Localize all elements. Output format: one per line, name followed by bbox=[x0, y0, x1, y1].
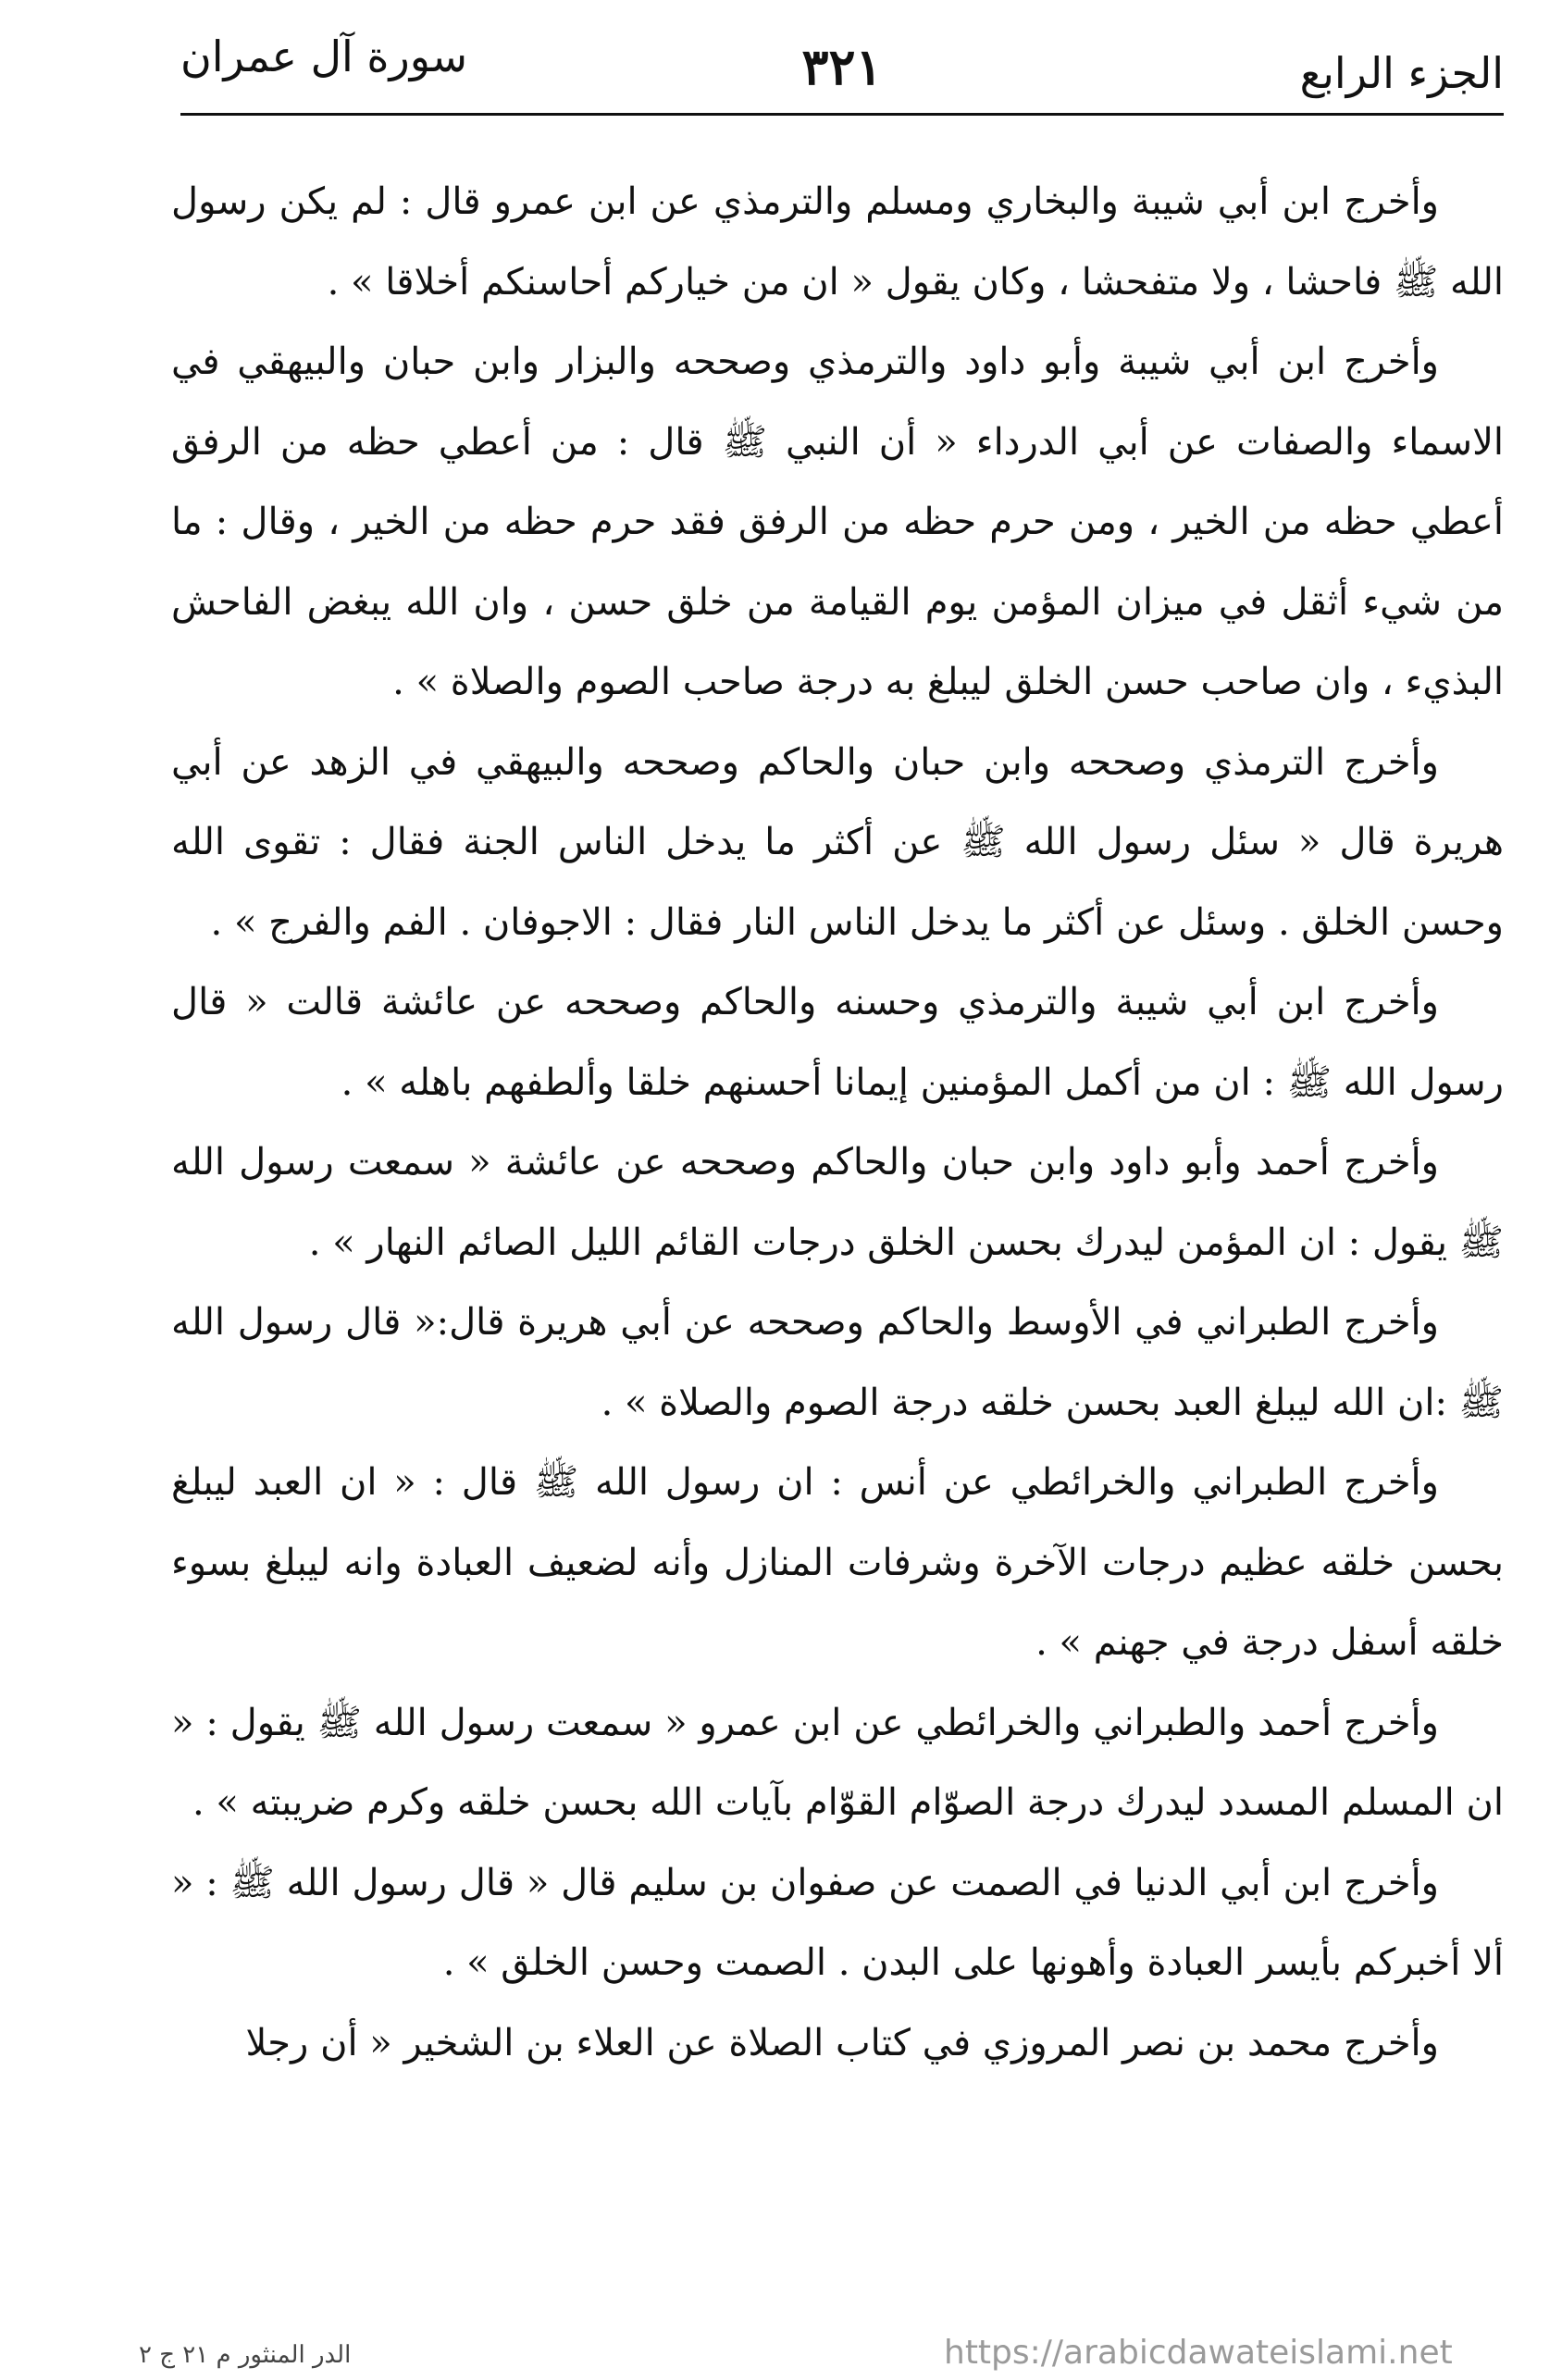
paragraph-4: وأخرج ابن أبي شيبة والترمذي وحسنه والحاكم وصححه عن عائشة قالت « قال رسول الله ﷺ : ان من أكمل المؤمنين إيمانا أحسنهم خلقا وألطفهم باهله » . bbox=[171, 981, 1504, 1104]
page-header bbox=[180, 28, 1504, 111]
page-number: ٣٢١ bbox=[801, 37, 883, 96]
paragraph-6: وأخرج الطبراني في الأوسط والحاكم وصححه عن أبي هريرة قال:« قال رسول الله ﷺ :ان الله ليبلغ العبد بحسن خلقه درجة الصوم والصلاة » . bbox=[171, 1301, 1504, 1424]
part-title: الجزء الرابع bbox=[1299, 48, 1504, 98]
watermark-url: https://arabicdawateislami.net bbox=[944, 2334, 1453, 2372]
page-body bbox=[171, 162, 1504, 2083]
footer-signature: الدر المنثور م ٢١ ج ٢ bbox=[139, 2341, 352, 2369]
paragraph-10: وأخرج محمد بن نصر المروزي في كتاب الصلاة عن العلاء بن الشخير « أن رجلا bbox=[245, 2021, 1439, 2064]
paragraph-1: وأخرج ابن أبي شيبة والبخاري ومسلم والترمذي عن ابن عمرو قال : لم يكن رسول الله ﷺ فاحشا ، ولا متفحشا ، وكان يقول « ان من خياركم أحاسنكم أخلاقا » . bbox=[171, 180, 1504, 304]
surah-title: سورة آل عمران bbox=[180, 31, 468, 81]
header-divider bbox=[180, 113, 1504, 116]
paragraph-7: وأخرج الطبراني والخرائطي عن أنس : ان رسول الله ﷺ قال : « ان العبد ليبلغ بحسن خلقه عظيم درجات الآخرة وشرفات المنازل وأنه لضعيف العبادة وانه ليبلغ بسوء خلقه أسفل درجة في جهنم » . bbox=[171, 1461, 1504, 1664]
paragraph-8: وأخرج أحمد والطبراني والخرائطي عن ابن عمرو « سمعت رسول الله ﷺ يقول : « ان المسلم المسدد ليدرك درجة الصوّام القوّام بآيات الله بحسن خلقه وكرم ضريبته » . bbox=[171, 1701, 1504, 1824]
paragraph-2: وأخرج ابن أبي شيبة وأبو داود والترمذي وصححه والبزار وابن حبان والبيهقي في الاسماء والصفات عن أبي الدرداء « أن النبي ﷺ قال : من أعطي حظه من الرفق أعطي حظه من الخير ، ومن حرم حظه من الرفق فقد حرم حظه من الخير ، وقال : ما من شيء أثقل في ميزان المؤمن يوم القيامة من خلق حسن ، وان الله يبغض الفاحش البذيء ، وان صاحب حسن الخلق ليبلغ به درجة صاحب الصوم والصلاة » . bbox=[171, 341, 1504, 703]
paragraph-9: وأخرج ابن أبي الدنيا في الصمت عن صفوان بن سليم قال « قال رسول الله ﷺ : « ألا أخبركم بأيسر العبادة وأهونها على البدن . الصمت وحسن الخلق » . bbox=[171, 1861, 1504, 1984]
paragraph-5: وأخرج أحمد وأبو داود وابن حبان والحاكم وصححه عن عائشة « سمعت رسول الله ﷺ يقول : ان المؤمن ليدرك بحسن الخلق درجات القائم الليل الصائم النهار » . bbox=[171, 1141, 1504, 1264]
paragraph-3: وأخرج الترمذي وصححه وابن حبان والحاكم وصححه والبيهقي في الزهد عن أبي هريرة قال « سئل رسول الله ﷺ عن أكثر ما يدخل الناس الجنة فقال : تقوى الله وحسن الخلق . وسئل عن أكثر ما يدخل الناس النار فقال : الاجوفان . الفم والفرج » . bbox=[171, 740, 1504, 944]
